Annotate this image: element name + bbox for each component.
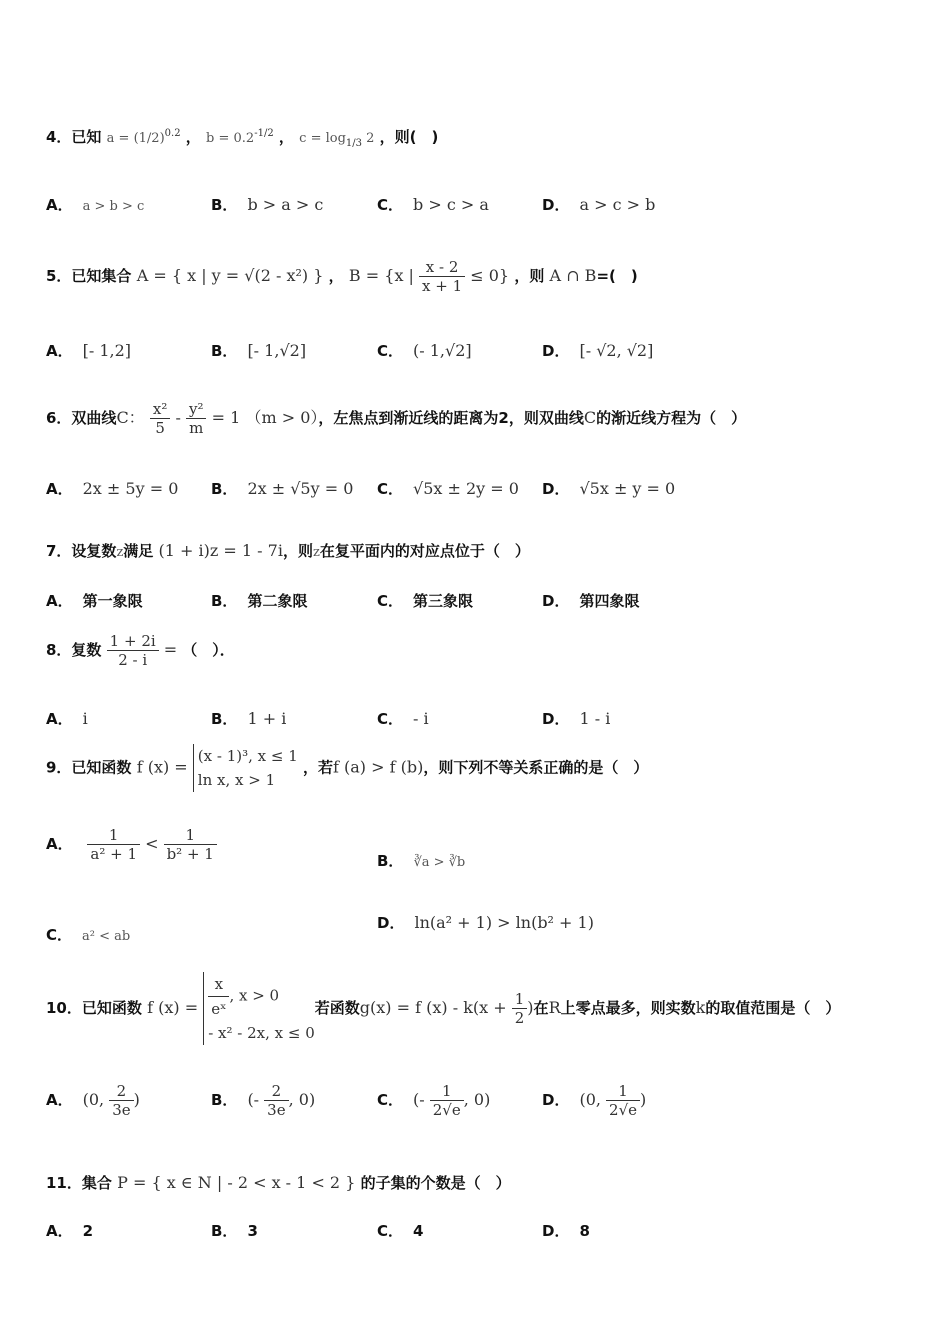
option-label: C．	[377, 480, 404, 498]
option-text: 2x ± √5y = 0	[247, 479, 354, 498]
option-label: C．	[46, 926, 73, 944]
q5-set-b-pre: B = {x |	[348, 266, 420, 285]
option-text: - i	[413, 709, 429, 728]
q5-option-c	[377, 340, 472, 361]
option-label: C．	[377, 592, 404, 610]
q7-tail: 在复平面内的对应点位于（ ）	[319, 542, 530, 560]
q9-label: 9．已知函数	[46, 758, 132, 777]
option-text: [- 1,√2]	[247, 341, 307, 360]
q10-t3: 的取值范围是（ ）	[705, 999, 841, 1017]
q4-option-a	[46, 194, 144, 215]
option-text: 2	[82, 1222, 94, 1240]
option-label: B．	[211, 480, 238, 498]
q4-b-expr: b = 0.2	[206, 131, 255, 146]
less-than: <	[140, 834, 164, 853]
option-text: √5x ± y = 0	[579, 479, 676, 498]
numerator: x - 2	[419, 258, 465, 277]
q7-tail-pre: ，则	[282, 542, 313, 560]
q6-eq: = 1	[206, 408, 241, 427]
q10-g-end: )	[527, 998, 534, 1017]
q5-set-b-post: ≤ 0}	[465, 266, 510, 285]
q9-tail: ，则下列不等关系正确的是（ ）	[423, 758, 649, 777]
option-pre: (0,	[82, 1090, 110, 1109]
option-label: A．	[46, 710, 73, 728]
numerator: 1	[164, 826, 217, 845]
numerator: 2	[264, 1082, 288, 1101]
q6-cond: （m > 0）	[245, 408, 319, 427]
q10-g-frac	[512, 990, 528, 1027]
case-1-frac	[208, 972, 229, 1021]
option-post: )	[133, 1090, 140, 1109]
option-text: a > b > c	[82, 199, 145, 214]
q8-fraction	[107, 632, 159, 669]
option-label: A．	[46, 196, 73, 214]
option-label: A．	[46, 1222, 73, 1240]
denominator: 2√e	[432, 1101, 461, 1119]
option-label: B．	[211, 1222, 238, 1240]
option-text: 第三象限	[413, 592, 474, 610]
q7-option-b	[211, 590, 307, 611]
q10-option-c	[377, 1082, 490, 1119]
q9-option-c	[46, 924, 130, 945]
option-text: b > a > c	[247, 195, 324, 214]
q7-option-a	[46, 590, 143, 611]
question-6	[46, 400, 746, 437]
option-text: b > c > a	[413, 195, 489, 214]
q11-option-b	[211, 1220, 258, 1241]
q7-z: z	[116, 545, 124, 560]
numerator: x²	[150, 400, 170, 419]
q4-c-arg: 2	[362, 131, 375, 146]
q5-set-b-frac	[419, 258, 465, 295]
option-label: A．	[46, 480, 73, 498]
q5-tail: =( )	[596, 267, 638, 285]
option-post: , 0)	[288, 1090, 316, 1109]
q5-option-a	[46, 340, 131, 361]
denominator: eˣ	[211, 1000, 227, 1018]
q11-option-a	[46, 1220, 93, 1241]
numerator: 1	[87, 826, 140, 845]
option-label: B．	[211, 592, 238, 610]
option-label: B．	[211, 710, 238, 728]
question-8	[46, 632, 235, 669]
question-9	[46, 744, 648, 792]
numerator: x	[208, 972, 229, 997]
option-label: D．	[542, 710, 570, 728]
q7-mid: 满足	[123, 542, 154, 560]
q8-option-c	[377, 708, 429, 729]
q10-f: f (x) =	[147, 998, 204, 1017]
q10-g: g(x) = f (x) - k(x +	[359, 998, 512, 1017]
option-frac	[109, 1082, 133, 1119]
q10-option-b	[211, 1082, 315, 1119]
numerator: 1	[606, 1082, 640, 1101]
option-text: i	[82, 709, 88, 728]
option-label: C．	[377, 1222, 404, 1240]
q8-label: 8．复数	[46, 641, 102, 659]
option-label: B．	[211, 342, 238, 360]
option-text: [- 1,2]	[82, 341, 132, 360]
q11-option-c	[377, 1220, 423, 1241]
option-label: B．	[377, 852, 404, 870]
question-11	[46, 1172, 511, 1193]
q6-curve: C：	[116, 408, 145, 427]
q9-option-b	[377, 850, 465, 871]
q5-tail-math: A ∩ B	[549, 266, 597, 285]
q6-tail2: 的渐近线方程为（ ）	[596, 409, 747, 427]
q5-option-d	[542, 340, 653, 361]
q9-piecewise	[193, 744, 298, 792]
option-text: ∛a > ∛b	[413, 855, 466, 870]
q4-tail: ，则( )	[379, 128, 439, 146]
option-label: B．	[211, 1091, 238, 1109]
option-label: A．	[46, 835, 73, 853]
option-text: 第二象限	[247, 592, 308, 610]
case-1	[208, 972, 315, 1021]
q8-option-d	[542, 708, 610, 729]
option-text: √5x ± 2y = 0	[413, 479, 519, 498]
option-frac	[264, 1082, 288, 1119]
option-text: 第一象限	[82, 592, 143, 610]
option-text: 4	[413, 1222, 424, 1240]
q5-set-a: A = { x | y = √(2 - x²) }	[136, 266, 324, 285]
option-label: C．	[377, 1091, 404, 1109]
q7-option-c	[377, 590, 473, 611]
option-text: a² < ab	[82, 929, 131, 944]
option-label: D．	[542, 1222, 570, 1240]
numerator: 2	[109, 1082, 133, 1101]
denominator: 2√e	[609, 1101, 638, 1119]
q11-set: P = { x ∈ N | - 2 < x - 1 < 2 }	[117, 1173, 356, 1192]
q10-option-a	[46, 1082, 140, 1119]
case-1: (x - 1)³, x ≤ 1	[197, 747, 298, 765]
case-1-tail: , x > 0	[229, 986, 280, 1005]
option-label: A．	[46, 1091, 73, 1109]
q9-option-d	[377, 912, 594, 933]
denominator: 3e	[112, 1101, 131, 1119]
option-text: 2x ± 5y = 0	[82, 479, 179, 498]
numerator: 1	[512, 990, 528, 1009]
q4-option-b	[211, 194, 323, 215]
q5-tail-pre: ，则	[514, 267, 550, 285]
q9-option-a	[46, 826, 217, 863]
q4-c-expr: c = log	[299, 131, 346, 146]
denominator: 3e	[267, 1101, 286, 1119]
denominator: 2	[514, 1009, 525, 1027]
case-2: - x² - 2x, x ≤ 0	[208, 1024, 315, 1042]
question-5	[46, 258, 638, 295]
q4-option-d	[542, 194, 655, 215]
option-pre: (0,	[579, 1090, 607, 1109]
q11-option-d	[542, 1220, 590, 1241]
q4-c-base: 1/3	[345, 138, 363, 149]
q11-label: 11．集合	[46, 1174, 112, 1192]
question-7	[46, 540, 530, 561]
option-text: ln(a² + 1) > ln(b² + 1)	[414, 913, 594, 932]
denominator: a² + 1	[90, 845, 137, 863]
numerator: 1 + 2i	[107, 632, 159, 651]
q6-option-b	[211, 478, 353, 499]
q9-f: f (x) =	[136, 757, 193, 777]
denominator: x + 1	[422, 277, 463, 295]
option-label: D．	[377, 914, 405, 932]
q10-piecewise	[203, 972, 315, 1045]
option-label: A．	[46, 592, 73, 610]
q10-t1: 在	[533, 999, 549, 1017]
option-post: , 0)	[463, 1090, 491, 1109]
option-pre: (-	[413, 1090, 430, 1109]
q6-option-c	[377, 478, 519, 499]
frac-b	[164, 826, 217, 863]
q10-R: R	[548, 998, 561, 1017]
q7-option-d	[542, 590, 639, 611]
q11-tail: 的子集的个数是（ ）	[360, 1174, 511, 1192]
option-frac	[430, 1082, 464, 1119]
q4-sep1: ，	[185, 128, 201, 146]
denominator: 5	[155, 419, 165, 437]
q7-label: 7．设复数	[46, 542, 117, 560]
numerator: 1	[430, 1082, 464, 1101]
q7-equation: (1 + i)z = 1 - 7i	[158, 541, 283, 560]
question-4	[46, 126, 438, 149]
option-label: D．	[542, 196, 570, 214]
option-post: )	[640, 1090, 647, 1109]
option-frac	[606, 1082, 640, 1119]
q5-sep: ，	[328, 267, 344, 285]
option-label: D．	[542, 480, 570, 498]
q4-b-exp: -1/2	[254, 128, 274, 139]
q8-eq: =	[158, 640, 183, 659]
option-pre: (-	[247, 1090, 265, 1109]
q6-tail1: ，左焦点到渐近线的距离为2，则双曲线	[318, 409, 584, 427]
option-label: A．	[46, 342, 73, 360]
denominator: 2 - i	[118, 651, 148, 669]
q4-option-c	[377, 194, 489, 215]
q6-option-d	[542, 478, 675, 499]
q6-minus: -	[170, 408, 186, 427]
q10-option-d	[542, 1082, 646, 1119]
q4-a-expr: a = (1/2)	[106, 131, 165, 146]
q8-tail: （ ）．	[182, 641, 235, 659]
option-text: (- 1,√2]	[413, 341, 472, 360]
option-text: 3	[247, 1222, 258, 1240]
frac-a	[87, 826, 140, 863]
q10-t2: 上零点最多，则实数	[560, 999, 696, 1017]
q5-label: 5．已知集合	[46, 267, 132, 285]
q8-option-a	[46, 708, 88, 729]
denominator: b² + 1	[166, 845, 214, 863]
q6-option-a	[46, 478, 178, 499]
option-text: 1 + i	[247, 709, 287, 728]
option-label: C．	[377, 342, 404, 360]
option-label: D．	[542, 1091, 570, 1109]
q5-option-b	[211, 340, 306, 361]
numerator: y²	[186, 400, 207, 419]
option-text: [- √2, √2]	[579, 341, 654, 360]
q4-sep2: ，	[278, 128, 294, 146]
q9-cond: f (a) > f (b)	[333, 757, 424, 777]
q9-mid: ，若	[302, 758, 333, 777]
q6-frac-y	[186, 400, 207, 437]
q6-curve2: C	[583, 408, 597, 427]
q8-option-b	[211, 708, 286, 729]
q10-k: k	[695, 998, 706, 1017]
option-text: a > c > b	[579, 195, 656, 214]
option-text: 8	[579, 1222, 590, 1240]
option-label: C．	[377, 710, 404, 728]
option-label: C．	[377, 196, 404, 214]
q6-frac-x	[150, 400, 170, 437]
case-2: ln x, x > 1	[197, 771, 276, 789]
q10-label: 10．已知函数	[46, 999, 142, 1017]
q10-mid: 若函数	[314, 999, 360, 1017]
q7-z2: z	[312, 545, 320, 560]
option-label: B．	[211, 196, 238, 214]
question-10	[46, 972, 840, 1045]
option-text: 1 - i	[579, 709, 611, 728]
q6-label: 6．双曲线	[46, 409, 117, 427]
option-text: 第四象限	[579, 592, 640, 610]
option-label: D．	[542, 342, 570, 360]
denominator: m	[189, 419, 204, 437]
q4-a-exp: 0.2	[164, 128, 181, 139]
q4-label: 4．已知	[46, 128, 102, 146]
option-label: D．	[542, 592, 570, 610]
